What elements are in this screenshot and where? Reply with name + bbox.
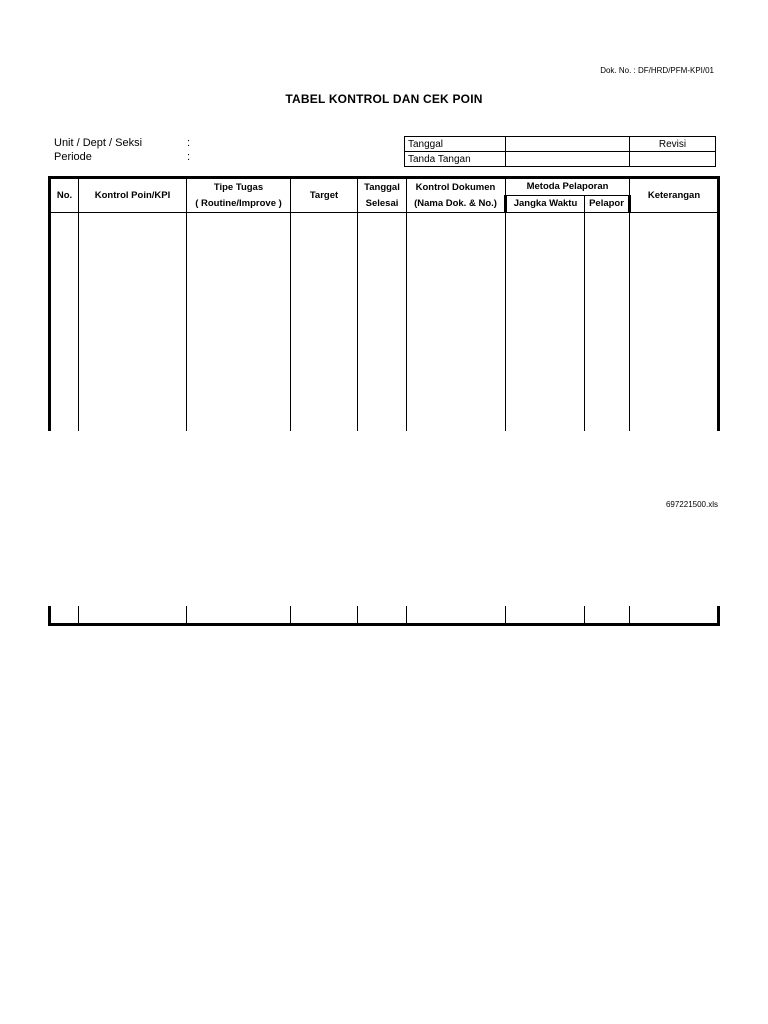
col-kontrol-dokumen-header <box>407 178 506 213</box>
col-tanggal-selesai-header <box>358 178 407 213</box>
cont-cell-tanggal-selesai[interactable] <box>358 606 407 625</box>
col-metoda-pelaporan-header: Metoda Pelaporan <box>506 178 630 196</box>
tanda-tangan-value[interactable] <box>506 152 630 167</box>
document-number: Dok. No. : DF/HRD/PFM-KPI/01 <box>600 66 714 75</box>
cont-cell-kontrol-dokumen[interactable] <box>407 606 506 625</box>
col-no-header: No. <box>50 178 79 213</box>
revisi-label: Revisi <box>630 137 716 152</box>
col-dokumen-line1: Kontrol Dokumen <box>415 181 496 193</box>
col-pelapor-header: Pelapor <box>585 196 630 213</box>
col-kontrol-poin-header: Kontrol Poin/KPI <box>79 178 187 213</box>
col-tipe-tugas-line1: Tipe Tugas <box>213 181 264 193</box>
file-name: 697221500.xls <box>665 500 718 509</box>
cell-no[interactable] <box>50 213 79 432</box>
table-header-row <box>50 178 719 196</box>
col-keterangan-header: Keterangan <box>630 178 719 213</box>
cont-cell-target[interactable] <box>291 606 358 625</box>
unit-dept-colon: : <box>187 137 191 149</box>
table-continuation <box>48 606 720 626</box>
col-tipe-tugas-line2: ( Routine/Improve ) <box>195 197 282 209</box>
col-tipe-tugas-header <box>187 178 291 213</box>
cont-cell-no[interactable] <box>50 606 79 625</box>
cont-cell-pelapor[interactable] <box>585 606 630 625</box>
signoff-row-tanggal <box>405 137 716 152</box>
col-tanggal-line2: Selesai <box>365 197 399 209</box>
col-jangka-waktu-header: Jangka Waktu <box>506 196 585 213</box>
cell-target[interactable] <box>291 213 358 432</box>
periode-label: Periode <box>54 151 92 163</box>
table-body-row <box>50 213 719 432</box>
continuation-row <box>50 606 719 625</box>
cell-tipe-tugas[interactable] <box>187 213 291 432</box>
cont-cell-keterangan[interactable] <box>630 606 719 625</box>
tanda-tangan-label: Tanda Tangan <box>405 152 506 167</box>
revisi-value[interactable] <box>630 152 716 167</box>
control-point-table <box>48 176 720 431</box>
signoff-table <box>404 136 716 167</box>
cell-pelapor[interactable] <box>585 213 630 432</box>
cell-kontrol-dokumen[interactable] <box>407 213 506 432</box>
col-target-header: Target <box>291 178 358 213</box>
signoff-row-tanda-tangan <box>405 152 716 167</box>
col-tanggal-line1: Tanggal <box>364 181 400 193</box>
cell-keterangan[interactable] <box>630 213 719 432</box>
periode-colon: : <box>187 151 191 163</box>
tanggal-label: Tanggal <box>405 137 506 152</box>
page-title: TABEL KONTROL DAN CEK POIN <box>285 92 483 106</box>
tanggal-value[interactable] <box>506 137 630 152</box>
cont-cell-tipe-tugas[interactable] <box>187 606 291 625</box>
cont-cell-jangka-waktu[interactable] <box>506 606 585 625</box>
cell-kontrol-poin[interactable] <box>79 213 187 432</box>
unit-dept-label: Unit / Dept / Seksi <box>54 137 143 149</box>
cont-cell-kontrol-poin[interactable] <box>79 606 187 625</box>
cell-jangka-waktu[interactable] <box>506 213 585 432</box>
cell-tanggal-selesai[interactable] <box>358 213 407 432</box>
col-dokumen-line2: (Nama Dok. & No.) <box>414 197 497 209</box>
